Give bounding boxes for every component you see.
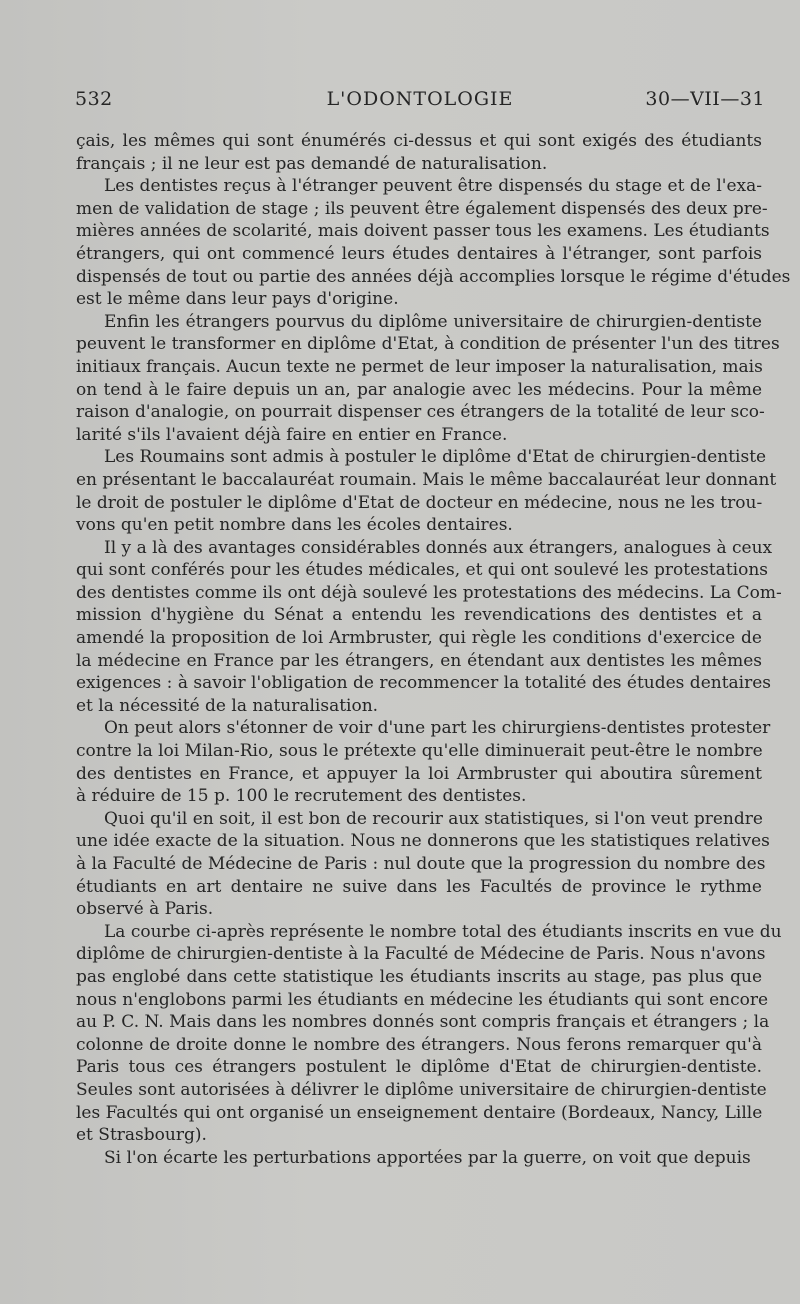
text-line: Seules sont autorisées à délivrer le diplôme universitaire de chirurgien-dentiste <box>76 1079 767 1100</box>
text-line: est le même dans leur pays d'origine. <box>76 289 399 310</box>
page-number: 532 <box>75 88 113 110</box>
paragraph <box>76 175 791 311</box>
text-line: et Strasbourg). <box>76 1125 207 1146</box>
text-line: diplôme de chirurgien-dentiste à la Faculté de Médecine de Paris. Nous n'avons <box>76 944 766 965</box>
text-line: amendé la proposition de loi Armbruster, qui règle les conditions d'exercice de <box>76 628 762 649</box>
text-line: Paris tous ces étrangers postulent le diplôme d'Etat de chirurgien-dentiste. <box>76 1057 762 1078</box>
text-line: Les Roumains sont admis à postuler le diplôme d'Etat de chirurgien-dentiste <box>104 447 767 468</box>
paragraph <box>76 537 782 718</box>
paragraph <box>76 717 771 807</box>
paragraph <box>76 130 762 175</box>
text-line: une idée exacte de la situation. Nous ne donnerons que les statistiques relatives <box>76 831 770 852</box>
paragraph <box>76 446 777 536</box>
text-line: contre la loi Milan-Rio, sous le prétexte qu'elle diminuerait peut-être le nombre <box>76 741 763 762</box>
text-line: à la Faculté de Médecine de Paris : nul doute que la progression du nombre des <box>76 854 766 874</box>
text-line: des dentistes en France, et appuyer la loi Armbruster qui aboutira sûrement <box>76 763 762 784</box>
text-line: français ; il ne leur est pas demandé de naturalisation. <box>76 153 548 174</box>
text-line: çais, les mêmes qui sont énumérés ci-dessus et qui sont exigés des étudiants <box>76 131 762 151</box>
text-line: On peut alors s'étonner de voir d'une part les chirurgiens-dentistes protester <box>104 718 771 739</box>
paragraph <box>76 1147 762 1170</box>
text-line: le droit de postuler le diplôme d'Etat de docteur en médecine, nous ne les trou- <box>76 492 763 513</box>
text-line: larité s'ils l'avaient déjà faire en entier en France. <box>76 424 508 445</box>
text-line: Les dentistes reçus à l'étranger peuvent être dispensés du stage et de l'exa- <box>104 176 762 197</box>
text-line: Enfin les étrangers pourvus du diplôme universitaire de chirurgien-dentiste <box>104 311 762 332</box>
text-line: pas englobé dans cette statistique les étudiants inscrits au stage, pas plus que <box>76 966 762 987</box>
text-line: La courbe ci-après représente le nombre total des étudiants inscrits en vue du <box>104 921 782 942</box>
text-line: les Facultés qui ont organisé un enseignement dentaire (Bordeaux, Nancy, Lille <box>76 1102 763 1123</box>
text-line: dispensés de tout ou partie des années déjà accomplies lorsque le régime d'études <box>76 266 791 287</box>
text-line: en présentant le baccalauréat roumain. Mais le même baccalauréat leur donnant <box>76 469 777 490</box>
text-line: des dentistes comme ils ont déjà soulevé les protestations des médecins. La Com- <box>76 582 782 603</box>
text-line: Quoi qu'il en soit, il est bon de recourir aux statistiques, si l'on veut prendre <box>104 808 763 829</box>
text-line: au P. C. N. Mais dans les nombres donnés sont compris français et étrangers ; la <box>76 1012 770 1033</box>
issue-date: 30—VII—31 <box>645 88 765 110</box>
text-line: initiaux français. Aucun texte ne permet de leur imposer la naturalisation, mais <box>76 356 763 377</box>
text-line: men de validation de stage ; ils peuvent être également dispensés des deux pre- <box>76 198 768 219</box>
text-line: peuvent le transformer en diplôme d'Etat, à condition de présenter l'un des titres <box>76 334 780 355</box>
paragraph <box>76 921 782 1147</box>
text-line: Il y a là des avantages considérables donnés aux étrangers, analogues à ceux <box>104 537 773 558</box>
text-line: mission d'hygiène du Sénat a entendu les revendications des dentistes et a <box>76 605 762 626</box>
journal-title: L'ODONTOLOGIE <box>326 88 514 110</box>
text-line: exigences : à savoir l'obligation de recommencer la totalité des études dentaires <box>76 673 772 694</box>
text-line: qui sont conférés pour les études médicales, et qui ont soulevé les protestations <box>76 560 768 581</box>
text-line: étudiants en art dentaire ne suive dans les Facultés de province le rythme <box>76 876 762 897</box>
text-line: raison d'analogie, on pourrait dispenser ces étrangers de la totalité de leur sco- <box>76 402 765 423</box>
text-line: observé à Paris. <box>76 899 214 920</box>
text-line: nous n'englobons parmi les étudiants en médecine les étudiants qui sont encore <box>76 989 769 1010</box>
text-line: colonne de droite donne le nombre des étrangers. Nous ferons remarquer qu'à <box>76 1034 762 1055</box>
text-line: vons qu'en petit nombre dans les écoles dentaires. <box>76 515 513 536</box>
text-line: mières années de scolarité, mais doivent passer tous les examens. Les étudiants <box>76 221 770 242</box>
text-line: étrangers, qui ont commencé leurs études dentaires à l'étranger, sont parfois <box>76 243 762 264</box>
text-line: on tend à le faire depuis un an, par analogie avec les médecins. Pour la même <box>76 379 762 400</box>
paragraph <box>76 808 770 921</box>
text-line: Si l'on écarte les perturbations apportées par la guerre, on voit que depuis <box>104 1147 751 1168</box>
text-line: la médecine en France par les étrangers, en étendant aux dentistes les mêmes <box>76 650 762 671</box>
text-line: à réduire de 15 p. 100 le recrutement des dentistes. <box>76 786 527 807</box>
text-line: et la nécessité de la naturalisation. <box>76 695 379 716</box>
paragraph <box>76 311 780 447</box>
body-text <box>76 130 791 1169</box>
running-header <box>75 88 765 114</box>
